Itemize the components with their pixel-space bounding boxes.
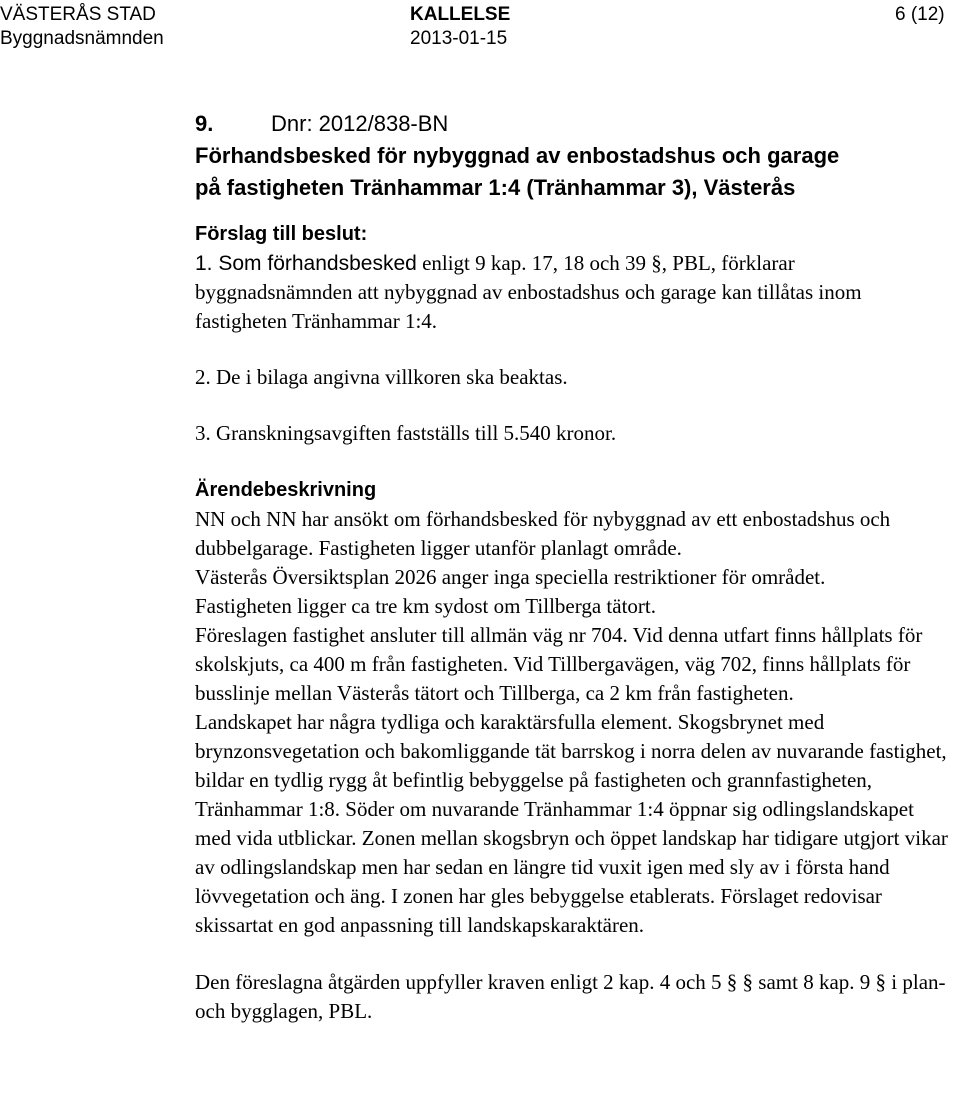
conclusion-paragraph: Den föreslagna åtgärden uppfyller kraven enligt 2 kap. 4 och 5 § § samt 8 kap. 9 § i plan- och bygglagen, PBL. [195, 970, 946, 1023]
header-center [410, 3, 510, 51]
case-title-line-2: på fastigheten Tränhammar 1:4 (Tränhammar 3), Västerås [195, 175, 796, 200]
document-body [195, 108, 955, 1026]
description-paragraph-5: Landskapet har några tydliga och karaktärsfulla element. Skogsbrynet med brynzonsvegetation och bakomliggande tät barrskog i norra delen av nuvarande fastighet, bildar en tydlig rygg åt befintlig bebyggelse på fastigheten och grannfastigheten, Tränhammar 1:8. Söder om nuvarande Tränhammar 1:4 öppnar sig odlingslandskapet med vida utblickar. Zonen mellan skogsbryn och öppet landskap har tidigare utgjort vikar av odlingslandskap men har sedan en längre tid vuxit igen med sly av i första hand lövvegetation och äng. I zonen har gles bebyggelse etablerats. Förslaget redovisar skissartat en god anpassning till landskapskaraktären. [195, 710, 948, 937]
header-left [0, 3, 164, 51]
proposal-item-3: 3. Granskningsavgiften fastställs till 5.540 kronor. [195, 421, 617, 445]
proposal-heading: Förslag till beslut: [195, 223, 368, 245]
description-paragraph-4: Föreslagen fastighet ansluter till allmän väg nr 704. Vid denna utfart finns hållplats för skolskjuts, ca 400 m från fastigheten. Vid Tillbergavägen, väg 702, finns hållplats för busslinje mellan Västerås tätort och Tillberga, ca 2 km från fastigheten. [195, 623, 923, 705]
department: Byggnadsnämnden [0, 28, 164, 49]
description-heading: Ärendebeskrivning [195, 479, 377, 501]
case-number: 9. [195, 111, 214, 136]
document-date: 2013-01-15 [410, 28, 508, 49]
description-paragraph-2: Västerås Översiktsplan 2026 anger inga speciella restriktioner för området. [195, 565, 826, 589]
case-title-line-1: Förhandsbesked för nybyggnad av enbostadshus och garage [195, 143, 840, 168]
case-dnr: Dnr: 2012/838-BN [271, 111, 449, 136]
org-name: VÄSTERÅS STAD [0, 4, 156, 25]
case-heading [195, 108, 955, 204]
proposal-item-1 [195, 249, 955, 336]
case-number-line [195, 108, 955, 140]
proposal-item-2: 2. De i bilaga angivna villkoren ska beaktas. [195, 365, 568, 389]
document-type: KALLELSE [410, 4, 511, 25]
page-number: 6 (12) [895, 4, 945, 25]
page-header [0, 3, 960, 51]
description-paragraph-3: Fastigheten ligger ca tre km sydost om Tillberga tätort. [195, 594, 656, 618]
proposal-item-1-prefix: 1. Som förhandsbesked [195, 252, 417, 275]
header-right [895, 3, 945, 27]
description-paragraph-1: NN och NN har ansökt om förhandsbesked för nybyggnad av ett enbostadshus och dubbelgarage. Fastigheten ligger utanför planlagt område. [195, 507, 891, 560]
proposal-item-1-rest: enligt 9 kap. 17, 18 och 39 §, PBL, förklarar byggnadsnämnden att nybyggnad av enbostadshus och garage kan tillåtas inom fastigheten Tränhammar 1:4. [195, 251, 862, 333]
